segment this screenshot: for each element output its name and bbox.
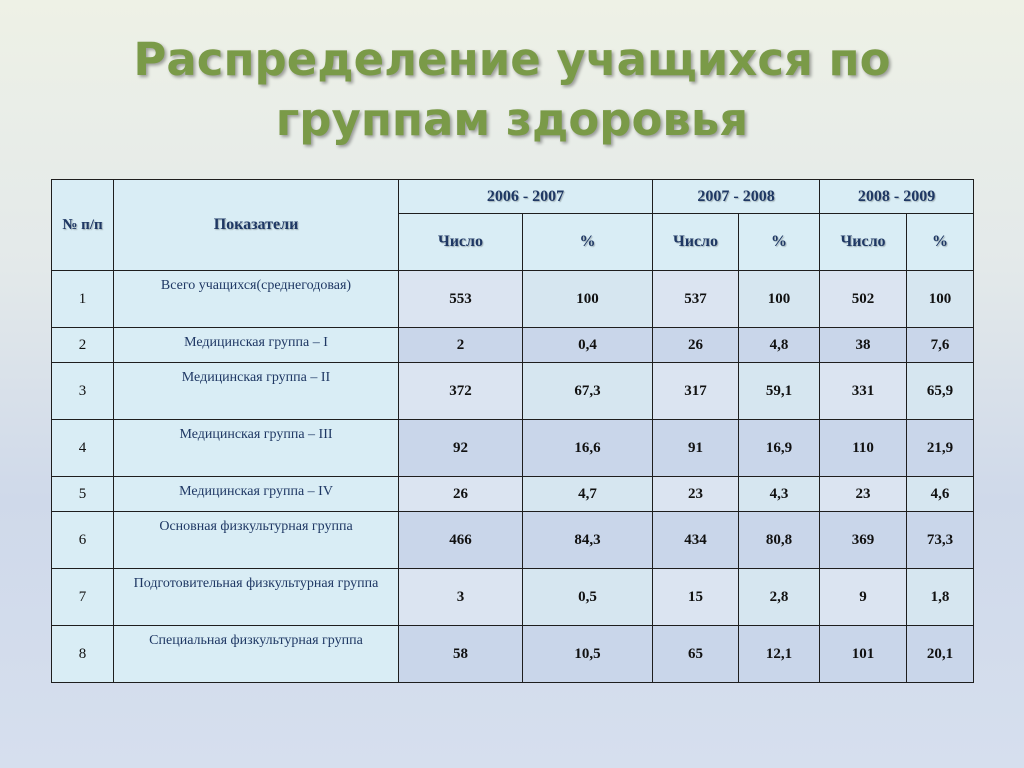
row-label: Медицинская группа – I [114, 328, 399, 363]
header-count: Число [399, 214, 523, 271]
cell-percent-2006: 100 [523, 271, 653, 328]
table-row [52, 569, 974, 626]
cell-percent-2007: 4,3 [739, 477, 820, 512]
cell-count-2008: 9 [820, 569, 907, 626]
row-label: Медицинская группа – III [114, 420, 399, 477]
health-groups-table [51, 179, 974, 683]
row-label: Медицинская группа – II [114, 363, 399, 420]
table-row [52, 626, 974, 683]
cell-percent-2006: 4,7 [523, 477, 653, 512]
cell-count-2006: 2 [399, 328, 523, 363]
cell-percent-2008: 1,8 [907, 569, 974, 626]
cell-count-2006: 3 [399, 569, 523, 626]
cell-count-2008: 331 [820, 363, 907, 420]
header-percent: % [739, 214, 820, 271]
cell-percent-2006: 0,5 [523, 569, 653, 626]
slide-title-line-2: группам здоровья [275, 93, 749, 146]
cell-count-2006: 92 [399, 420, 523, 477]
cell-percent-2006: 10,5 [523, 626, 653, 683]
row-label: Подготовительная физкультурная группа [114, 569, 399, 626]
row-number: 8 [52, 626, 114, 683]
header-year-1: 2006 - 2007 [399, 180, 653, 214]
table-body [52, 271, 974, 683]
header-year-3: 2008 - 2009 [820, 180, 974, 214]
cell-count-2006: 58 [399, 626, 523, 683]
cell-count-2007: 65 [653, 626, 739, 683]
row-label: Специальная физкультурная группа [114, 626, 399, 683]
row-number: 3 [52, 363, 114, 420]
cell-percent-2007: 16,9 [739, 420, 820, 477]
cell-percent-2008: 100 [907, 271, 974, 328]
cell-percent-2008: 7,6 [907, 328, 974, 363]
cell-count-2007: 23 [653, 477, 739, 512]
cell-count-2007: 434 [653, 512, 739, 569]
header-indicator: Показатели [114, 180, 399, 271]
header-count: Число [653, 214, 739, 271]
row-label: Медицинская группа – IV [114, 477, 399, 512]
row-number: 6 [52, 512, 114, 569]
table-row [52, 420, 974, 477]
cell-count-2008: 101 [820, 626, 907, 683]
cell-percent-2007: 80,8 [739, 512, 820, 569]
header-percent: % [523, 214, 653, 271]
header-num: № п/п [52, 180, 114, 271]
cell-percent-2007: 2,8 [739, 569, 820, 626]
cell-percent-2006: 0,4 [523, 328, 653, 363]
cell-percent-2007: 12,1 [739, 626, 820, 683]
cell-percent-2008: 65,9 [907, 363, 974, 420]
cell-percent-2006: 16,6 [523, 420, 653, 477]
cell-count-2008: 23 [820, 477, 907, 512]
table-header [52, 180, 974, 271]
cell-count-2007: 91 [653, 420, 739, 477]
cell-percent-2008: 21,9 [907, 420, 974, 477]
cell-count-2008: 502 [820, 271, 907, 328]
cell-count-2008: 38 [820, 328, 907, 363]
cell-percent-2007: 4,8 [739, 328, 820, 363]
row-number: 7 [52, 569, 114, 626]
header-percent: % [907, 214, 974, 271]
row-number: 2 [52, 328, 114, 363]
header-year-2: 2007 - 2008 [653, 180, 820, 214]
row-number: 4 [52, 420, 114, 477]
cell-percent-2006: 67,3 [523, 363, 653, 420]
row-number: 1 [52, 271, 114, 328]
cell-percent-2006: 84,3 [523, 512, 653, 569]
cell-count-2007: 537 [653, 271, 739, 328]
cell-count-2008: 110 [820, 420, 907, 477]
cell-percent-2008: 4,6 [907, 477, 974, 512]
cell-count-2008: 369 [820, 512, 907, 569]
header-count: Число [820, 214, 907, 271]
table-row [52, 328, 974, 363]
row-number: 5 [52, 477, 114, 512]
cell-percent-2007: 100 [739, 271, 820, 328]
table-row [52, 512, 974, 569]
table-row [52, 477, 974, 512]
row-label: Всего учащихся(среднегодовая) [114, 271, 399, 328]
cell-count-2006: 26 [399, 477, 523, 512]
cell-percent-2007: 59,1 [739, 363, 820, 420]
row-label: Основная физкультурная группа [114, 512, 399, 569]
cell-count-2006: 466 [399, 512, 523, 569]
cell-count-2007: 26 [653, 328, 739, 363]
slide-title [0, 30, 1024, 150]
table-row [52, 271, 974, 328]
cell-percent-2008: 20,1 [907, 626, 974, 683]
cell-percent-2008: 73,3 [907, 512, 974, 569]
table-row [52, 363, 974, 420]
slide-title-line-1: Распределение учащихся по [133, 33, 891, 86]
cell-count-2006: 553 [399, 271, 523, 328]
cell-count-2007: 317 [653, 363, 739, 420]
cell-count-2007: 15 [653, 569, 739, 626]
cell-count-2006: 372 [399, 363, 523, 420]
